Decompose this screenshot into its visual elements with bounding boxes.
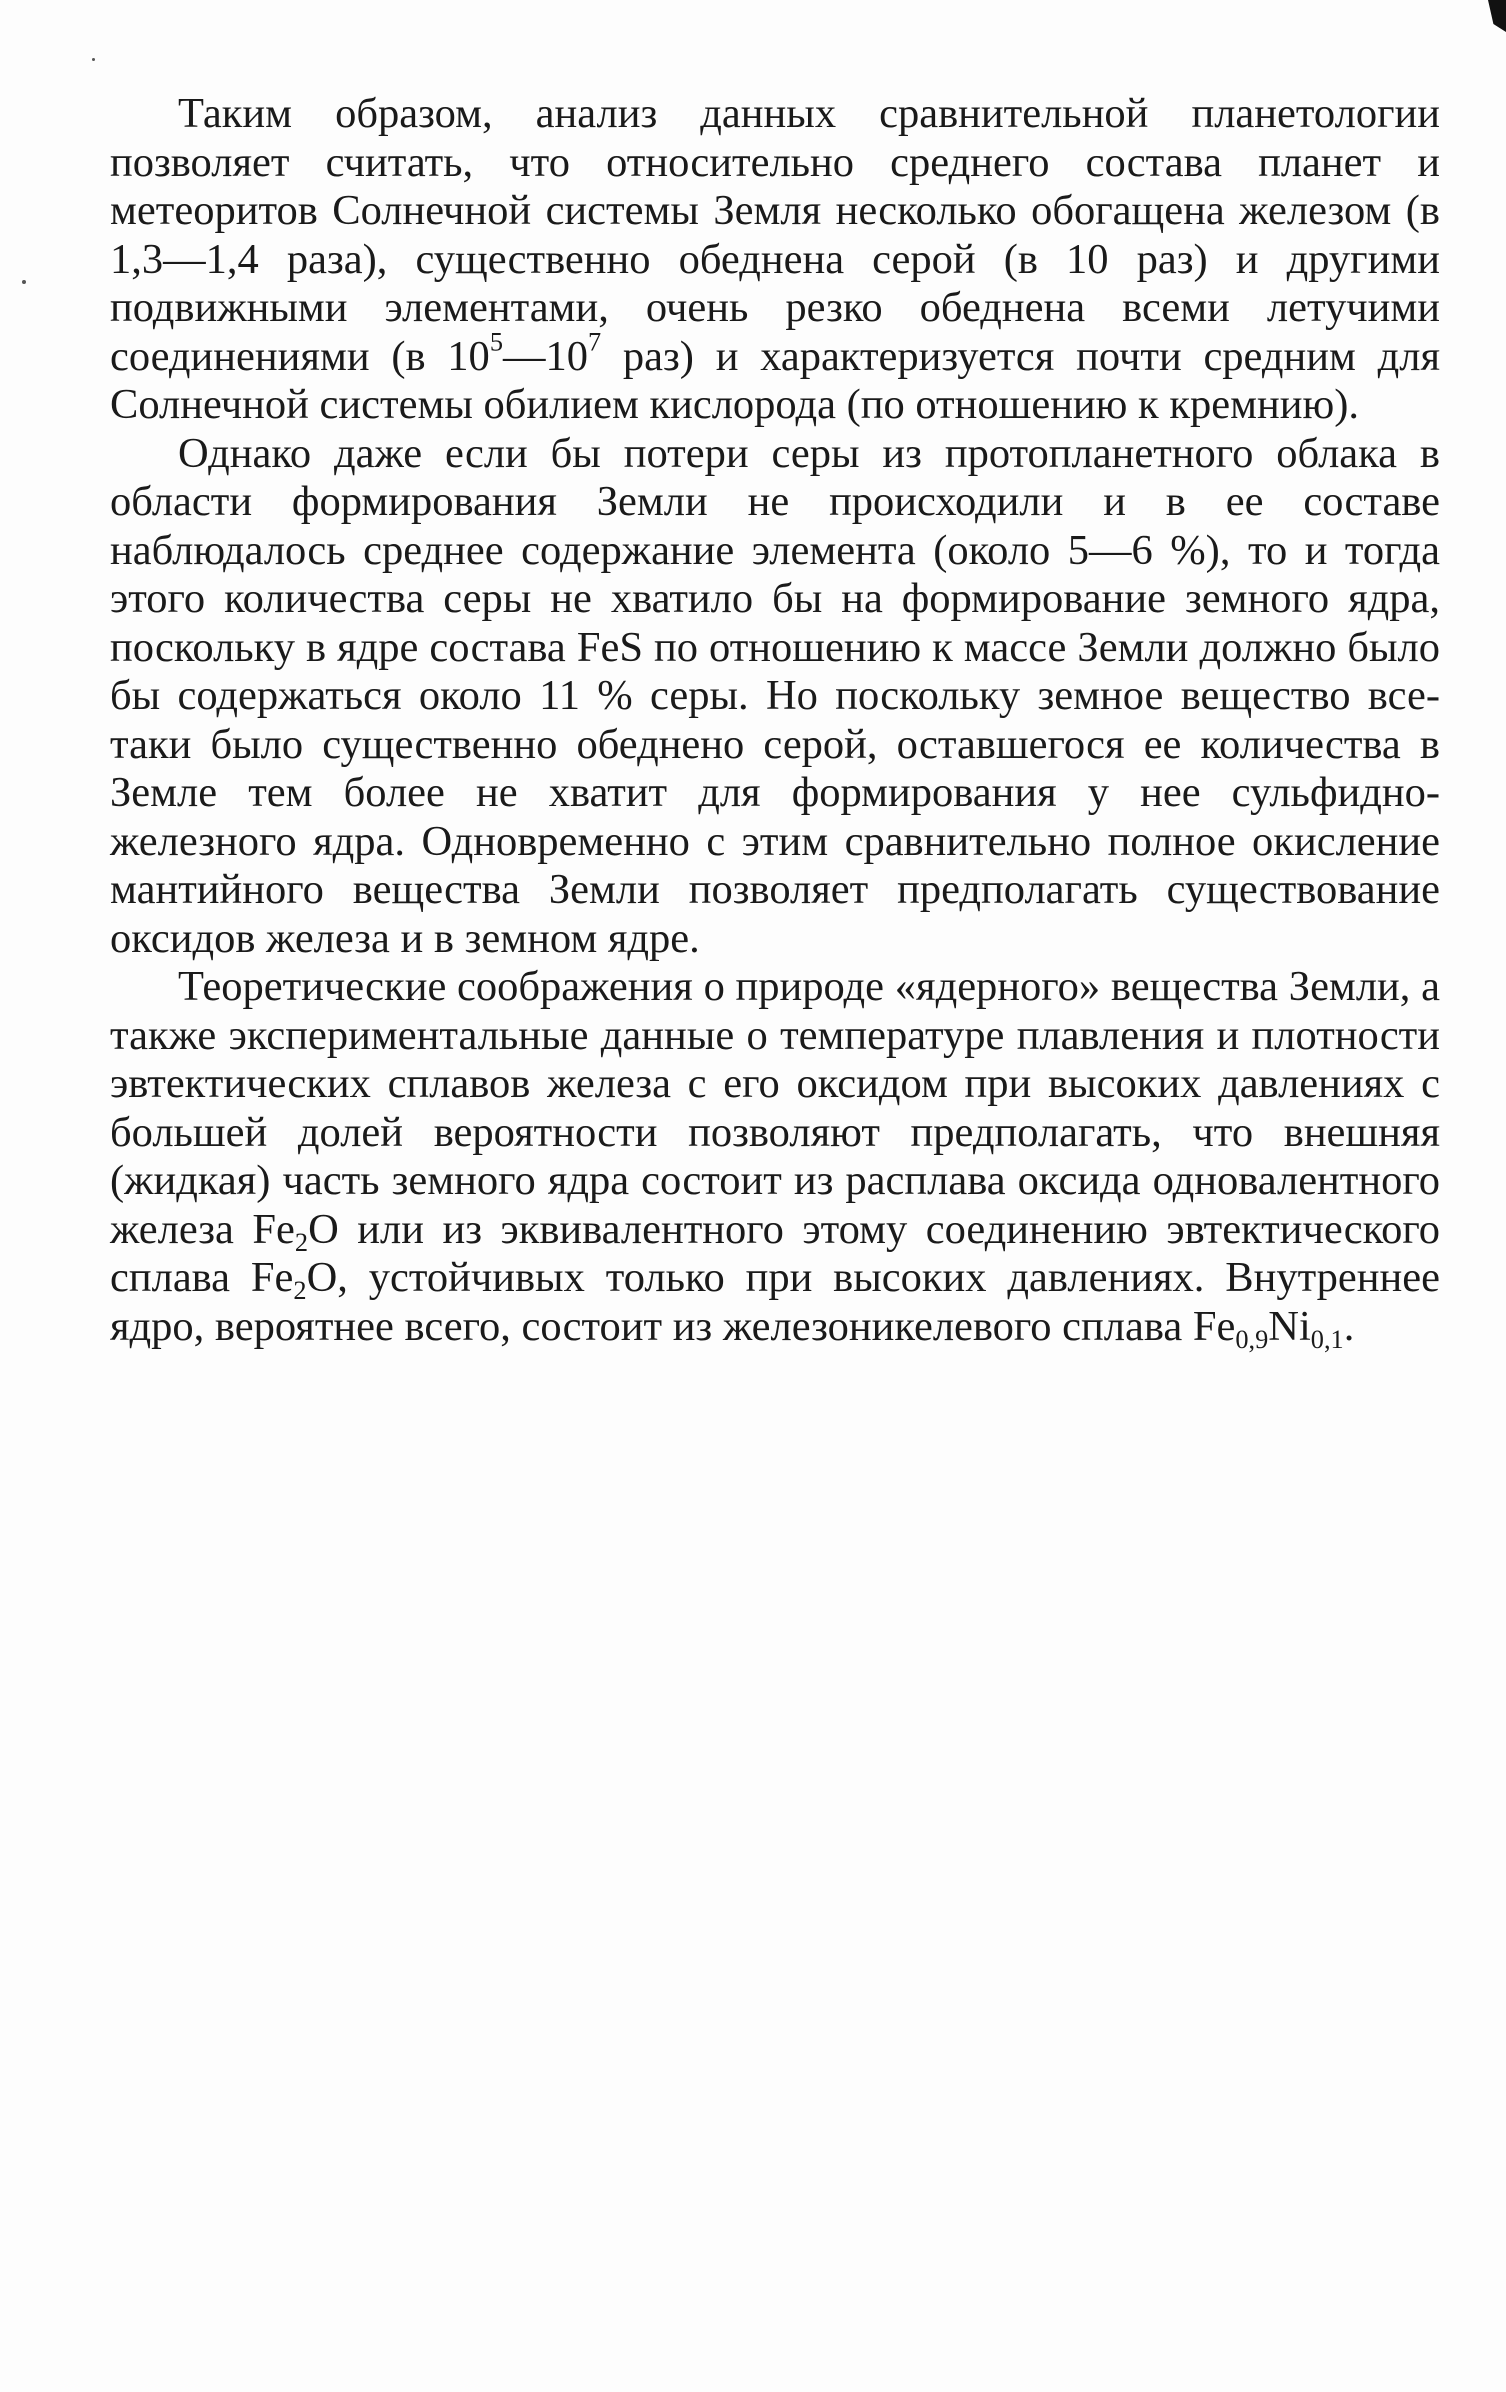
text-run: —10 (502, 332, 588, 380)
subscript: 2 (293, 1275, 307, 1305)
superscript: 7 (587, 326, 602, 356)
superscript: 5 (489, 326, 503, 356)
text-run: O, устойчивых только при высоких давлениях. Внутреннее ядро, вероятнее всего, состоит из железоникелевого сплава Fe (110, 1254, 1440, 1350)
subscript: 0,1 (1310, 1324, 1344, 1354)
text-run: Однако даже если бы потери серы из протопланетного облака в области формирования Земли не происходили и в ее составе наблюдалось среднее содержание элемента (около 5—6 %), то и тогда этого количества серы не хватило бы на формирование земного ядра, поскольку в ядре состава FeS по отношению к массе Земли должно было бы содержаться около 11 % серы. Но поскольку земное вещество все-таки было существенно обеднено серой, оставшегося ее количества в Земле тем более не хватит для формирования у нее сульфидно-железного ядра. Одновременно с этим сравнительно полное окисление мантийного вещества Земли позволяет предполагать существование оксидов железа и в земном ядре. (110, 429, 1440, 962)
corner-scan-mark (1488, 0, 1506, 32)
scan-speck (92, 58, 95, 61)
paragraph (110, 963, 1440, 1354)
text-run: раз) и характеризуется почти средним для Солнечной системы обилием кислорода (по отношению к кремнию). (110, 332, 1440, 428)
text-run: Теоретические соображения о природе «ядерного» вещества Земли, а также экспериментальные данные о температуре плавления и плотности эвтектических сплавов железа с его оксидом при высоких давлениях с большей долей вероятности позволяют предполагать, что внешняя (жидкая) часть земного ядра состоит из расплава оксида одновалентного железа Fe (110, 963, 1440, 1253)
scan-speck (22, 280, 26, 284)
text-run: Таким образом, анализ данных сравнительной планетологии позволяет считать, что относительно среднего состава планет и метеоритов Солнечной системы Земля несколько обогащена железом (в 1,3—1,4 раза), существенно обеднена серой (в 10 раз) и другими подвижными элементами, очень резко обеднена всеми летучими соединениями (в 10 (110, 90, 1440, 380)
text-run: O или из эквивалентного этому соединению эвтектического сплава Fe (110, 1205, 1440, 1301)
paragraph (110, 90, 1440, 430)
subscript: 2 (294, 1227, 309, 1257)
paragraph (110, 430, 1440, 964)
subscript: 0,9 (1235, 1324, 1269, 1354)
text-run: . (1343, 1302, 1355, 1350)
body-text (110, 90, 1440, 1354)
text-run: Ni (1268, 1302, 1311, 1350)
